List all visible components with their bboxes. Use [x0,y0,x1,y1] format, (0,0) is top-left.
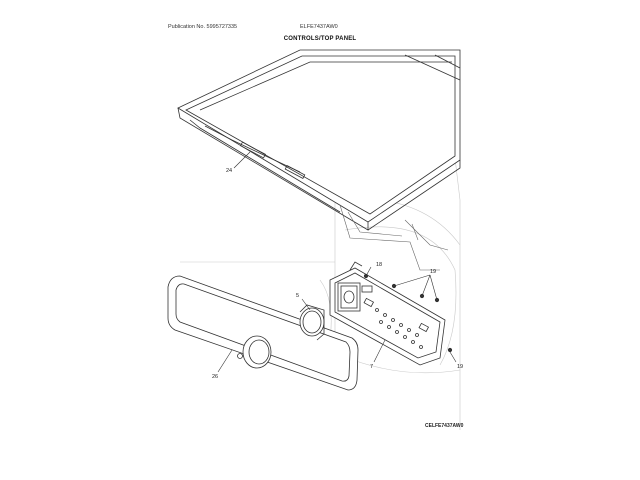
publication-number: Publication No. 5995727335 [168,24,238,30]
diagram-title: CONTROLS/TOP PANEL [283,36,357,42]
callout-label-top-panel: 24 [226,168,233,174]
callout-label-screw-upper: 18 [376,262,383,268]
top-panel [178,50,460,230]
callout-label-clips: 19 [430,269,437,275]
diagram-code: CELFE7437AW0 [425,423,464,429]
callout-label-screw-lower: 19 [457,364,464,370]
callout-label-console: 26 [212,374,219,380]
console-panel [168,276,358,390]
callout-label-control-board: 7 [370,364,374,370]
model-number: ELFE7437AW0 [300,24,338,30]
callout-label-knob-ring: 5 [296,293,300,299]
